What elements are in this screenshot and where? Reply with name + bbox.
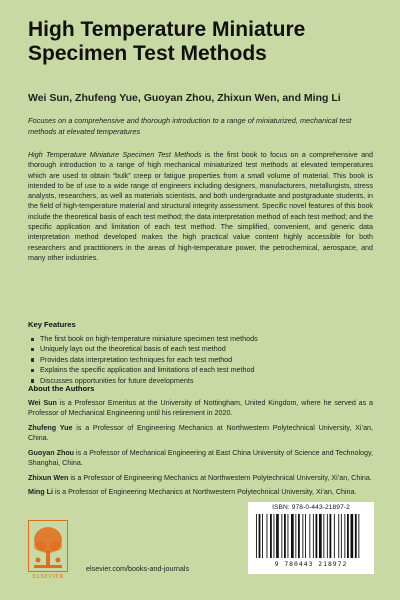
book-description: [28, 150, 373, 263]
key-feature-item: The first book on high-temperature miniature specimen test methods: [28, 334, 373, 344]
key-feature-item: Discusses opportunities for future developments: [28, 376, 373, 386]
key-feature-item: Provides data interpretation techniques for each test method: [28, 355, 373, 365]
author-name: Zhixun Wen: [28, 473, 69, 482]
author-bio-text: is a Professor of Engineering Mechanics at Northwestern Polytechnical University, Xi’an, China.: [53, 488, 357, 497]
author-bio: [28, 423, 373, 443]
author-bio-text: is a Professor of Engineering Mechanics at Northwestern Polytechnical University, Xi’an, China.: [28, 423, 373, 443]
author-list: Wei Sun, Zhufeng Yue, Guoyan Zhou, Zhixun Wen, and Ming Li: [28, 92, 341, 104]
key-features-list: [28, 334, 373, 386]
about-authors-heading: About the Authors: [28, 384, 95, 393]
author-bio-text: is a Professor of Engineering Mechanics at Northwestern Polytechnical University, Xi’an, China.: [68, 473, 372, 482]
book-title: High Temperature Miniature Specimen Test Methods: [28, 18, 306, 65]
isbn-barcode: [248, 502, 374, 574]
key-feature-item: Explains the specific application and limitations of each test method: [28, 365, 373, 375]
author-bio-text: is a Professor of Mechanical Engineering at East China University of Science and Technology, Shanghai, China.: [28, 448, 373, 468]
author-name: Wei Sun: [28, 399, 57, 407]
description-lead: High Temperature Miniature Specimen Test Methods: [28, 151, 202, 159]
barcode-digits: 9 780443 218972: [274, 560, 348, 568]
author-name: Ming Li: [28, 488, 53, 497]
author-name: Guoyan Zhou: [28, 448, 75, 457]
author-bio: [28, 398, 373, 418]
author-bio: [28, 473, 373, 483]
author-bio: [28, 448, 373, 468]
key-features-heading: Key Features: [28, 320, 76, 329]
isbn-number: ISBN: 978-0-443-21897-2: [272, 504, 350, 511]
publisher-name: ELSEVIER: [32, 574, 64, 580]
description-body: is the first book to focus on a comprehensive and thorough introduction to a range of high mechanical miniaturized test methods at elevated temperatures which are used to obtain “bulk” creep or fatigue properties from a small volume of material. This book is intended to be of use to a wide range of engineers including designers, manufacturers, metallurgists, stress analysts, researchers, as well as materials scientists, and both undergraduate and postgraduate students, in the field of high-temperature material and structural integrity assessment. Specific novel features of this book include the theoretical basis of each test method; the data interpretation method of each test method; and the specific application and limitation of each test method. The simplified, convenient, and generic data interpretation method developed makes the high practical value content highly accessible for both researchers and practitioners in the areas of high-temperature power, the petrochemical, aerospace, and many other industries.: [28, 151, 373, 262]
author-bios: [28, 398, 373, 502]
publisher-website-link[interactable]: elsevier.com/books-and-journals: [86, 564, 190, 573]
author-bio: [28, 487, 373, 497]
author-bio-text: is a Professor Emeritus at the University of Nottingham, United Kingdom, where he served as a Professor of Mechanical Engineering until his retirement in 2020.: [28, 399, 373, 418]
barcode-icon: [256, 514, 366, 560]
tagline: Focuses on a comprehensive and thorough introduction to a range of miniaturized, mechanical test methods at elevated temperatures: [28, 116, 352, 136]
key-feature-item: Uniquely lays out the theoretical basis of each test method: [28, 344, 373, 354]
author-name: Zhufeng Yue: [28, 423, 73, 432]
elsevier-tree-logo-icon: [28, 520, 68, 572]
